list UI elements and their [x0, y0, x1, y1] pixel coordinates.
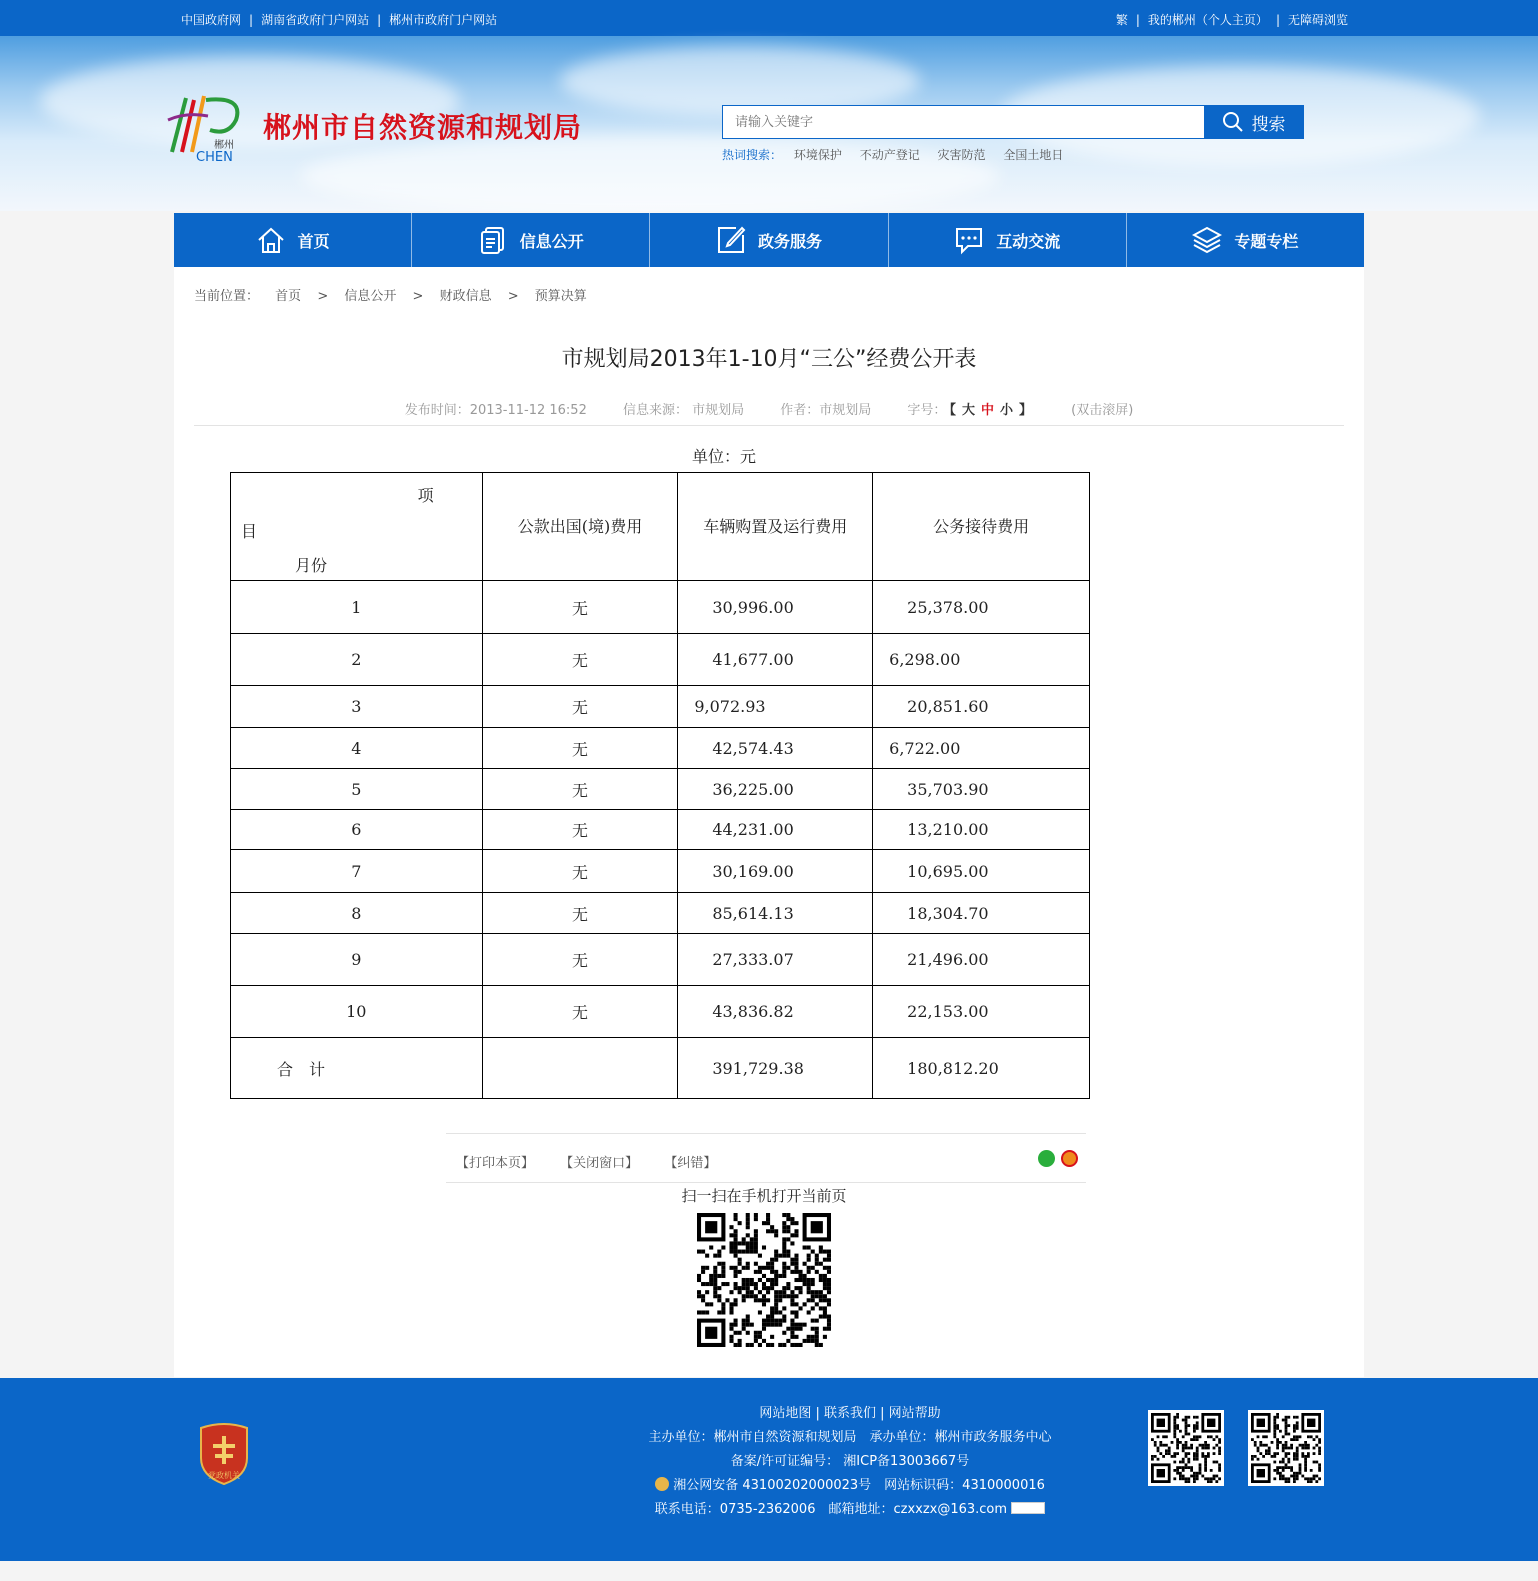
- abroad-cell: 无: [482, 986, 678, 1038]
- table-total-row: [231, 1038, 1090, 1099]
- vehicle-total: 391,729.38: [678, 1038, 873, 1099]
- top-bar: [0, 0, 1538, 36]
- edit-icon: [716, 225, 746, 255]
- hot-search-label: 热词搜索：: [722, 148, 783, 162]
- month-cell: 4: [231, 728, 483, 769]
- nav-special-label: 专题专栏: [1234, 231, 1299, 251]
- reception-cell: 10,695.00: [873, 850, 1090, 893]
- abroad-cell: 无: [482, 934, 678, 986]
- footer-info: [636, 1402, 1064, 1522]
- table-header-row: [231, 473, 1090, 581]
- header-mu: 目: [241, 522, 258, 541]
- reception-cell: 22,153.00: [873, 986, 1090, 1038]
- footer-qr-code: [1148, 1410, 1224, 1486]
- double-click-scroll[interactable]: (双击滚屏): [1071, 403, 1134, 418]
- table-row: [231, 634, 1090, 686]
- breadcrumb-separator: >: [317, 289, 329, 304]
- reception-cell: 20,851.60: [873, 686, 1090, 728]
- column-header: 公款出国(境)费用: [482, 473, 678, 581]
- month-cell: 10: [231, 986, 483, 1038]
- breadcrumb: [194, 285, 587, 304]
- link-china-gov[interactable]: 中国政府网: [181, 13, 242, 27]
- abroad-cell: 无: [482, 634, 678, 686]
- home-icon: [256, 225, 286, 255]
- nav-interact[interactable]: [889, 213, 1127, 267]
- reception-total: 180,812.20: [873, 1038, 1090, 1099]
- month-cell: 8: [231, 893, 483, 934]
- divider: [194, 425, 1344, 426]
- abroad-cell: 无: [482, 728, 678, 769]
- footer-links: 网站地图 | 联系我们 | 网站帮助: [759, 1406, 941, 1421]
- publish-time: 发布时间：2013-11-12 16:52: [404, 403, 587, 418]
- contact-link[interactable]: 联系我们: [823, 1406, 876, 1421]
- font-size-bracket: 【: [949, 403, 956, 418]
- print-button[interactable]: 【打印本页】: [456, 1156, 535, 1171]
- table-row: [231, 986, 1090, 1038]
- font-size-bracket: 】: [1019, 403, 1033, 418]
- top-links: 中国政府网 | 湖南省政府门户网站 | 郴州市政府门户网站: [181, 13, 498, 27]
- font-size-switcher: [907, 403, 1039, 418]
- vehicle-cell: 44,231.00: [678, 810, 873, 850]
- footer: [0, 1378, 1538, 1561]
- vehicle-cell: 27,333.07: [678, 934, 873, 986]
- breadcrumb-separator: >: [412, 289, 424, 304]
- scan-text: 扫一扫在手机打开当前页: [681, 1187, 847, 1205]
- header-item: 项: [417, 486, 434, 505]
- font-size-small[interactable]: 小: [999, 403, 1013, 418]
- top-right-links: 繁 | 我的郴州（个人主页） | 无障碍浏览: [1115, 13, 1348, 27]
- month-cell: 7: [231, 850, 483, 893]
- info-source: 信息来源： 市规划局: [622, 403, 745, 418]
- close-window-button[interactable]: 【关闭窗口】: [560, 1156, 639, 1171]
- svg-text:郴州: 郴州: [214, 140, 234, 151]
- svg-text:CHEN: CHEN: [196, 150, 233, 164]
- month-cell: 2: [231, 634, 483, 686]
- content-area: [174, 267, 1364, 1377]
- search-button[interactable]: [1204, 106, 1303, 138]
- reception-cell: 6,722.00: [873, 728, 1090, 769]
- contact-text: 联系电话：0735-2362006 邮箱地址：czxxzx@163.com: [654, 1502, 1008, 1517]
- nav-interact-label: 互动交流: [996, 231, 1061, 251]
- reception-cell: 21,496.00: [873, 934, 1090, 986]
- vehicle-cell: 30,169.00: [678, 850, 873, 893]
- font-size-medium[interactable]: 中: [980, 403, 994, 418]
- font-size-label: 字号：: [907, 403, 947, 418]
- police-text[interactable]: 湘公网安备 43100202000023号 网站标识码：4310000016: [673, 1478, 1045, 1493]
- vehicle-cell: 41,677.00: [678, 634, 873, 686]
- vehicle-cell: 30,996.00: [678, 581, 873, 634]
- badge-text: 党政机关: [208, 1471, 240, 1480]
- search-icon: [1222, 111, 1244, 133]
- icp-info[interactable]: 备案/许可证编号： 湘ICP备13003667号: [730, 1454, 970, 1469]
- font-size-large[interactable]: 大: [961, 403, 975, 418]
- document-icon: [478, 225, 508, 255]
- chenzhou-logo[interactable]: [166, 90, 250, 164]
- chat-icon: [954, 225, 984, 255]
- reception-cell: 13,210.00: [873, 810, 1090, 850]
- reception-cell: 25,378.00: [873, 581, 1090, 634]
- table-row: [231, 810, 1090, 850]
- search-input[interactable]: [723, 106, 1203, 138]
- vehicle-cell: 43,836.82: [678, 986, 873, 1038]
- abroad-cell: 无: [482, 850, 678, 893]
- article-title: 市规划局2013年1-10月“三公”经费公开表: [561, 347, 977, 372]
- table-row: [231, 893, 1090, 934]
- wechat-icon[interactable]: [1038, 1150, 1055, 1167]
- link-chenzhou-gov[interactable]: 郴州市政府门户网站: [389, 13, 498, 27]
- nav-home[interactable]: [174, 213, 412, 267]
- my-chenzhou-link[interactable]: 我的郴州（个人主页）: [1147, 13, 1268, 27]
- help-link[interactable]: 网站帮助: [888, 1406, 941, 1421]
- reception-cell: 18,304.70: [873, 893, 1090, 934]
- nav-info[interactable]: [412, 213, 650, 267]
- table-row: [231, 728, 1090, 769]
- vehicle-cell: 42,574.43: [678, 728, 873, 769]
- article-meta: [174, 399, 1364, 418]
- nav-service[interactable]: [650, 213, 888, 267]
- column-header: 车辆购置及运行费用: [678, 473, 873, 581]
- search-box: [722, 105, 1304, 139]
- month-cell: 3: [231, 686, 483, 728]
- police-badge-icon: [655, 1477, 669, 1491]
- reception-cell: 35,703.90: [873, 769, 1090, 810]
- nav-home-label: 首页: [297, 231, 330, 251]
- abroad-cell: 无: [482, 686, 678, 728]
- main-nav: [174, 213, 1364, 267]
- breadcrumb-label: 当前位置：: [194, 289, 260, 304]
- table-row: [231, 769, 1090, 810]
- month-cell: 9: [231, 934, 483, 986]
- hot-word[interactable]: 灾害防范: [937, 148, 986, 162]
- author: 作者：市规划局: [780, 403, 872, 418]
- police-info: [636, 1474, 1064, 1498]
- breadcrumb-info[interactable]: 信息公开: [344, 289, 397, 304]
- article-tools: [446, 1133, 1086, 1183]
- accessibility-link[interactable]: 无障碍浏览: [1287, 13, 1348, 27]
- header-month: 月份: [295, 556, 328, 575]
- correct-error-button[interactable]: 【纠错】: [664, 1156, 717, 1171]
- table-unit: 单位：元: [691, 447, 756, 466]
- hot-word[interactable]: 环境保护: [793, 148, 842, 162]
- abroad-cell: 无: [482, 810, 678, 850]
- hot-search: [722, 146, 1077, 163]
- abroad-cell: 无: [482, 893, 678, 934]
- hot-word[interactable]: 不动产登记: [859, 148, 920, 162]
- breadcrumb-separator: >: [507, 289, 519, 304]
- contact-info: [636, 1498, 1064, 1522]
- sitemap-link[interactable]: 网站地图: [759, 1406, 812, 1421]
- qr-code: [697, 1213, 831, 1347]
- breadcrumb-home[interactable]: 首页: [275, 289, 302, 304]
- table-row: [231, 686, 1090, 728]
- table-row: [231, 934, 1090, 986]
- month-cell: 5: [231, 769, 483, 810]
- party-gov-badge[interactable]: [197, 1422, 251, 1486]
- share-buttons: [1038, 1150, 1078, 1167]
- search-button-label: 搜索: [1251, 114, 1286, 135]
- layers-icon: [1192, 225, 1222, 255]
- weibo-icon[interactable]: [1061, 1150, 1078, 1167]
- nav-special[interactable]: [1127, 213, 1364, 267]
- site-title: 郴州市自然资源和规划局: [263, 111, 583, 144]
- reception-cell: 6,298.00: [873, 634, 1090, 686]
- hot-word[interactable]: 全国土地日: [1003, 148, 1064, 162]
- sponsor-info: 主办单位：郴州市自然资源和规划局 承办单位：郴州市政务服务中心: [648, 1430, 1052, 1445]
- abroad-cell: 无: [482, 581, 678, 634]
- nav-info-label: 信息公开: [519, 231, 584, 251]
- diagonal-header-cell: [231, 473, 483, 581]
- table-row: [231, 850, 1090, 893]
- vehicle-cell: 85,614.13: [678, 893, 873, 934]
- column-header: 公务接待费用: [873, 473, 1090, 581]
- abroad-cell: [482, 1038, 678, 1099]
- breadcrumb-finance[interactable]: 财政信息: [439, 289, 492, 304]
- abroad-cell: 无: [482, 769, 678, 810]
- vehicle-cell: 36,225.00: [678, 769, 873, 810]
- link-hunan-gov[interactable]: 湖南省政府门户网站: [261, 13, 370, 27]
- vehicle-cell: 9,072.93: [678, 686, 873, 728]
- footer-qr-code: [1248, 1410, 1324, 1486]
- expense-table: [230, 472, 1090, 1099]
- table-row: [231, 581, 1090, 634]
- month-cell: 1: [231, 581, 483, 634]
- traditional-chinese-link[interactable]: 繁: [1115, 13, 1128, 27]
- month-cell: 6: [231, 810, 483, 850]
- total-label: 合 计: [231, 1038, 483, 1099]
- cnzz-icon[interactable]: [1011, 1502, 1045, 1514]
- nav-service-label: 政务服务: [758, 231, 823, 251]
- breadcrumb-budget[interactable]: 预算决算: [534, 289, 587, 304]
